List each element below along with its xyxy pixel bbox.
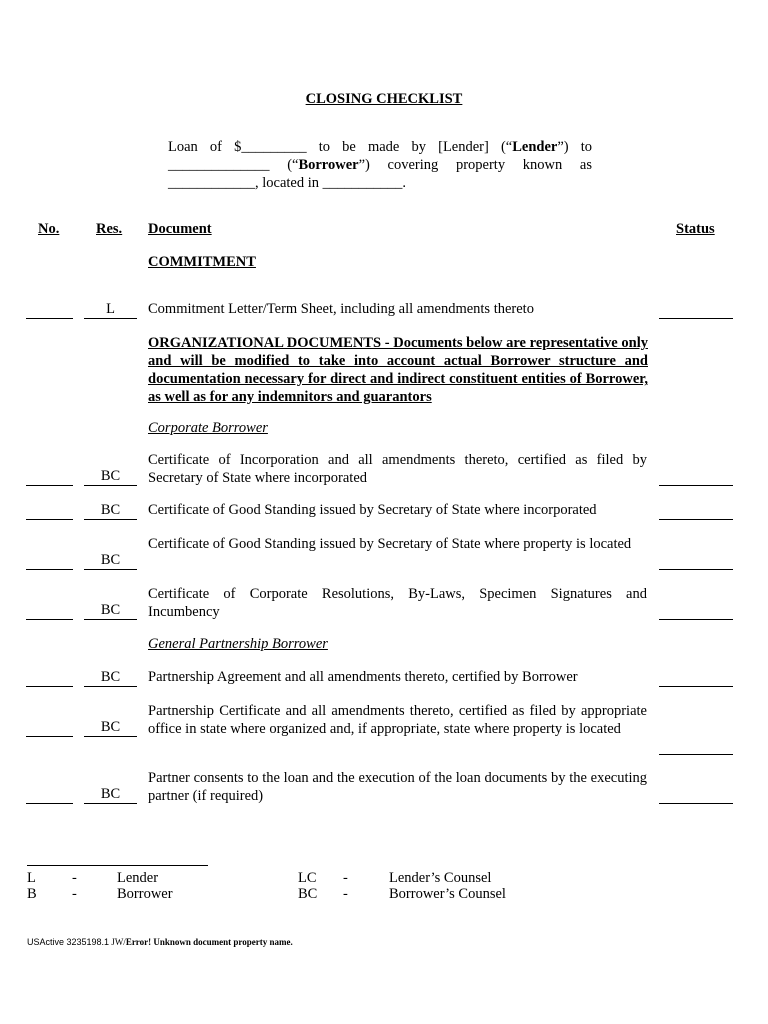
number-blank[interactable]: [26, 803, 73, 804]
column-header-res: Res.: [96, 221, 123, 237]
number-blank[interactable]: [26, 736, 73, 737]
number-blank[interactable]: [26, 485, 73, 486]
status-blank[interactable]: [659, 754, 733, 755]
responsible-party: L: [84, 300, 137, 319]
status-blank[interactable]: [659, 569, 733, 570]
status-blank[interactable]: [659, 519, 733, 520]
document-description: Certificate of Incorporation and all amendments thereto, certified as filed by Secretary of State where incorporated: [148, 452, 647, 486]
document-description: Certificate of Good Standing issued by Secretary of State where incorporated: [148, 502, 597, 518]
responsible-party: BC: [84, 467, 137, 486]
legend-dash: -: [72, 870, 77, 886]
document-description: Partnership Agreement and all amendments thereto, certified by Borrower: [148, 669, 578, 685]
status-blank[interactable]: [659, 485, 733, 486]
document-description: Partner consents to the loan and the execution of the loan documents by the executing partner (if required): [148, 770, 647, 804]
intro-text-2: ”) to ______________ (“: [168, 139, 592, 173]
document-footer: [27, 936, 293, 948]
document-description: Certificate of Corporate Resolutions, By-Laws, Specimen Signatures and Incumbency: [148, 586, 647, 620]
intro-text-1: Loan of $_________ to be made by [Lender] (“: [168, 139, 513, 155]
column-header-no: No.: [38, 221, 60, 237]
responsible-party: BC: [84, 551, 137, 570]
status-blank[interactable]: [659, 318, 733, 319]
column-header-status: Status: [676, 221, 715, 237]
intro-borrower-term: Borrower: [298, 157, 359, 173]
legend-dash: -: [343, 870, 348, 886]
legend-dash: -: [72, 886, 77, 902]
responsible-party: BC: [84, 501, 137, 520]
document-description: Commitment Letter/Term Sheet, including all amendments thereto: [148, 301, 534, 317]
responsible-party: BC: [84, 718, 137, 737]
subheading-corporate-borrower: Corporate Borrower: [148, 420, 268, 436]
footer-doc-id: USActive 3235198.1: [27, 937, 110, 947]
footer-initials: JW/: [111, 937, 126, 947]
loan-intro-paragraph: [168, 138, 592, 192]
responsible-party: BC: [84, 785, 137, 804]
document-title: CLOSING CHECKLIST: [305, 91, 463, 107]
legend-meaning-borrowers-counsel: Borrower’s Counsel: [389, 886, 506, 902]
responsible-party: BC: [84, 601, 137, 620]
legend-code-lender: L: [27, 870, 36, 886]
legend-meaning-borrower: Borrower: [117, 886, 173, 902]
section-heading-commitment: COMMITMENT: [148, 254, 256, 270]
footer-error-field: Error! Unknown document property name.: [125, 937, 293, 947]
number-blank[interactable]: [26, 318, 73, 319]
legend-code-borrowers-counsel: BC: [298, 886, 318, 902]
status-blank[interactable]: [659, 803, 733, 804]
document-description: Partnership Certificate and all amendments thereto, certified as filed by appropriate office in state where organized and, if appropriate, state where property is located: [148, 703, 647, 737]
section-heading-organizational-documents: ORGANIZATIONAL DOCUMENTS - Documents below are representative only and will be modified to take into account actual Borrower structure and documentation necessary for direct and indirect constituent entities of Borrower, as well as for any indemnitors and guarantors: [148, 335, 648, 405]
legend-code-lenders-counsel: LC: [298, 870, 317, 886]
intro-lender-term: Lender: [512, 139, 558, 155]
legend-dash: -: [343, 886, 348, 902]
legend-meaning-lender: Lender: [117, 870, 159, 886]
document-description: Certificate of Good Standing issued by Secretary of State where property is located: [148, 536, 632, 552]
intro-text-3: ”) covering property known as ____________, located in ___________.: [168, 157, 592, 191]
number-blank[interactable]: [26, 619, 73, 620]
responsible-party: BC: [84, 668, 137, 687]
legend-meaning-lenders-counsel: Lender’s Counsel: [389, 870, 492, 886]
status-blank[interactable]: [659, 686, 733, 687]
legend-divider: [27, 865, 208, 866]
legend-code-borrower: B: [27, 886, 37, 902]
number-blank[interactable]: [26, 686, 73, 687]
column-header-document: Document: [148, 221, 212, 237]
subheading-general-partnership-borrower: General Partnership Borrower: [148, 636, 328, 652]
number-blank[interactable]: [26, 569, 73, 570]
number-blank[interactable]: [26, 519, 73, 520]
status-blank[interactable]: [659, 619, 733, 620]
